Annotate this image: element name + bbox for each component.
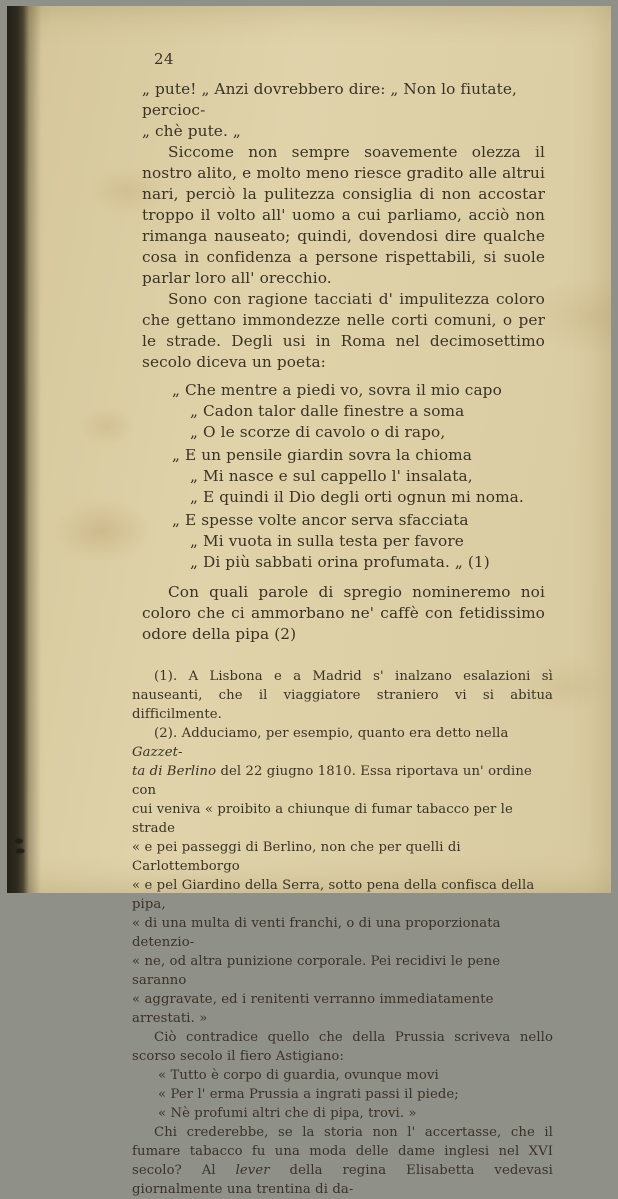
footnote-text: della regina Elisabetta vedevasi giornalmente una trentina di da- [132, 1163, 553, 1197]
poem-line: „ Di più sabbati orina profumata. „ (1) [190, 553, 490, 571]
poem-line: „ E quindi il Dio degli orti ognun mi noma. [190, 488, 524, 506]
poem-line: „ E un pensile giardin sovra la chioma [172, 446, 472, 464]
footnote-text-italic: ta di Berlino [132, 764, 217, 779]
poem-line: „ Mi vuota in sulla testa per favore [190, 532, 464, 550]
footnote-line: cui veniva « proibito a chiunque di fumar tabacco per le strade [132, 802, 513, 836]
footnote-verse-line: « Per l' erma Prussia a ingrati passi il piede; [158, 1087, 459, 1102]
footnote-line [132, 762, 553, 800]
footnote-line [132, 724, 553, 762]
poem-line: „ Cadon talor dalle finestre a soma [190, 402, 465, 420]
footnote-verse [132, 1066, 553, 1123]
page-content [132, 50, 553, 1199]
footnote-text: del 22 giugno 1810. Essa riportava un' ordine con [132, 764, 532, 798]
footnote-verse-line: « Tutto è corpo di guardia, ovunque movi [158, 1068, 439, 1083]
footnote-line: « di una multa di venti franchi, o di una proporzionata detenzio- [132, 916, 501, 950]
footnote-line: « aggravate, ed i renitenti verranno immediatamente arrestati. » [132, 992, 494, 1026]
footnotes [132, 667, 553, 1199]
poem-line: „ Che mentre a piedi vo, sovra il mio capo [172, 381, 502, 399]
footnote-line: « e pei passeggi di Berlino, non che per quelli di Carlottemborgo [132, 840, 461, 874]
footnote-text-italic: lever [235, 1163, 270, 1178]
poem-line: „ O le scorze di cavolo o di rapo, [190, 423, 446, 441]
footnote-verse-line: « Nè profumi altri che di pipa, trovi. » [158, 1106, 417, 1121]
opening-quote-line: „ pute! „ Anzi dovrebbero dire: „ Non lo fiutate, percioc- [142, 80, 517, 119]
paragraph-sono: Sono con ragione tacciati d' impulitezza coloro che gettano immondezze nelle corti comuni, o per le strade. Degli usi in Roma nel decimosettimo secolo diceva un poeta: [142, 290, 545, 371]
body-text [132, 79, 553, 1199]
book-binding-shadow [7, 6, 41, 893]
footnote-line: « ne, od altra punizione corporale. Pei recidivi le pene saranno [132, 954, 501, 988]
paragraph-siccome: Siccome non sempre soavemente olezza il nostro alito, e molto meno riesce gradito alle altrui nari, perciò la pulitezza consiglia di non accostar troppo il volto all' uomo a cui parliamo, acciò non rimanga nauseato; quindi, dovendosi dire qualche cosa in confidenza a persone rispettabili, si suole parlar loro all' orecchio. [142, 143, 545, 287]
footnote-text: Chi crederebbe, se la storia non l' accertasse, che il fumare tabacco fu una moda delle dame inglesi nel XVI secolo? Al [132, 1125, 553, 1178]
footnote-cio: Ciò contradice quello che della Prussia scriveva nello scorso secolo il fiero Astigiano: [132, 1030, 553, 1064]
poem [172, 380, 545, 573]
opening-quote-line: „ chè pute. „ [142, 122, 241, 140]
paragraph-con-quali: Con quali parole di spregio nomineremo noi coloro che ci ammorbano ne' caffè con fetidissimo odore della pipa (2) [142, 583, 545, 643]
footnote-text: (2). Adduciamo, per esempio, quanto era detto nella [154, 726, 509, 741]
footnote-chi [132, 1123, 553, 1199]
opening-quote [142, 79, 545, 142]
footnote-1: (1). A Lisbona e a Madrid s' inalzano esalazioni sì nauseanti, che il viaggiatore straniero vi si abitua difficilmente. [132, 669, 553, 722]
footnote-line: « e pel Giardino della Serra, sotto pena della confisca della pipa, [132, 878, 535, 912]
ink-smudge [13, 835, 27, 861]
page-number: 24 [154, 50, 175, 68]
poem-line: „ Mi nasce e sul cappello l' insalata, [190, 467, 473, 485]
footnote-text-italic: Gazzet- [132, 745, 183, 760]
footnote-2 [132, 724, 553, 1028]
book-page [7, 6, 611, 1197]
poem-line: „ E spesse volte ancor serva sfacciata [172, 511, 469, 529]
